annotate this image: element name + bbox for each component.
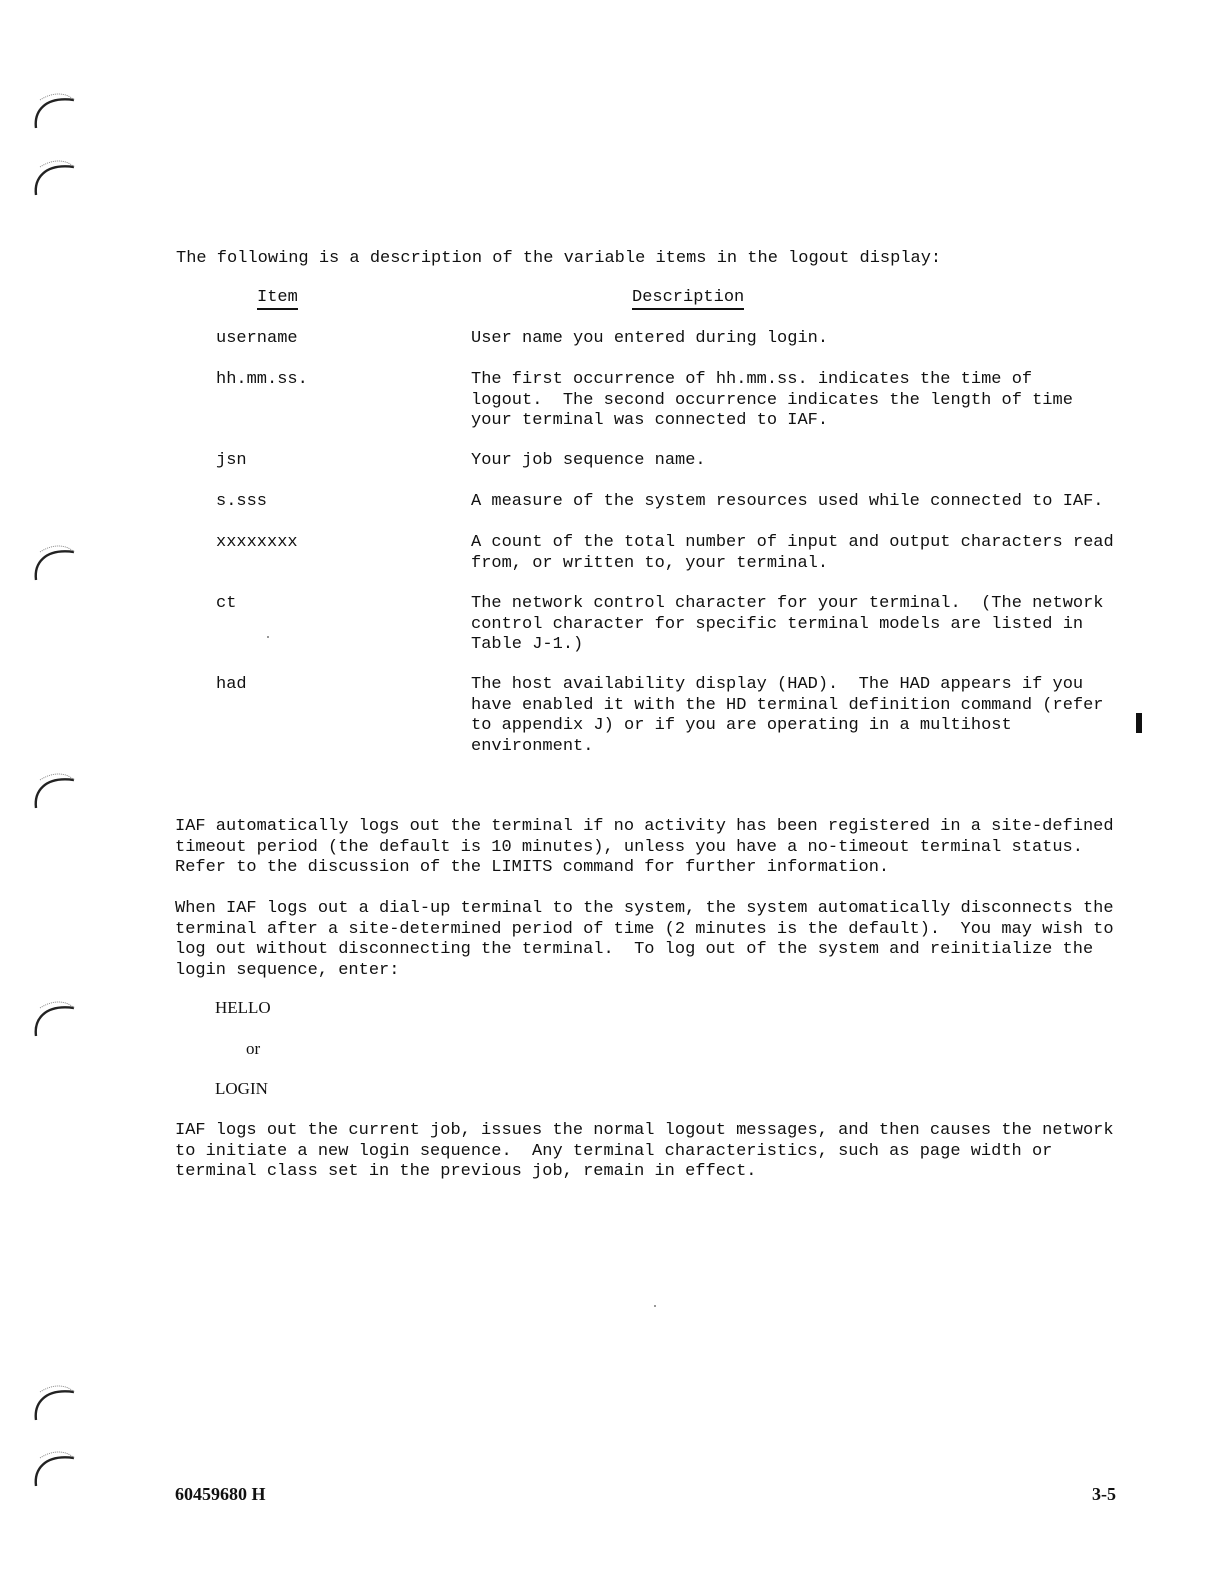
command-hello: HELLO [215,998,271,1017]
paragraph-line: Refer to the discussion of the LIMITS command for further information. [175,858,890,877]
paragraph-line: log out without disconnecting the terminal. To log out of the system and reinitialize the [175,940,1094,959]
description-line: The first occurrence of hh.mm.ss. indicates the time of [471,370,1033,389]
paragraph-line: terminal class set in the previous job, remain in effect. [175,1162,757,1181]
description-line: Your job sequence name. [471,451,706,470]
table-cell-item: username [216,329,298,348]
description-line: A count of the total number of input and output characters read [471,533,1114,552]
punch-hole-mark [30,768,80,812]
table-cell-item: jsn [216,451,247,470]
footer-document-number: 60459680 H [175,1484,266,1504]
scan-speck [267,636,269,638]
description-line: The host availability display (HAD). The HAD appears if you [471,675,1084,694]
command-login: LOGIN [215,1079,268,1098]
table-cell-description [471,329,1131,350]
table-cell-item: s.sss [216,492,268,511]
scan-speck [654,1305,656,1307]
footer-page-number: 3-5 [1092,1484,1116,1504]
description-line: your terminal was connected to IAF. [471,411,829,430]
table-cell-description [471,492,1131,513]
table-cell-item: ct [216,594,237,613]
description-line: A measure of the system resources used while connected to IAF. [471,492,1104,511]
paragraph-dialup-logout [175,899,1135,981]
table-cell-item: xxxxxxxx [216,533,298,552]
description-line: environment. [471,736,594,756]
table-header-item: Item [257,289,298,310]
paragraph-line: When IAF logs out a dial-up terminal to the system, the system automatically disconnects the [175,899,1114,918]
table-header-description: Description [632,289,744,310]
paragraph-auto-logout [175,817,1135,879]
punch-hole-mark [30,1380,80,1424]
paragraph-line: IAF automatically logs out the terminal if no activity has been registered in a site-defined [175,817,1114,836]
table-cell-description [471,533,1131,574]
paragraph-line: terminal after a site-determined period of time (2 minutes is the default). You may wish to [175,919,1114,939]
paragraph-line: IAF logs out the current job, issues the normal logout messages, and then causes the network [175,1121,1114,1140]
punch-hole-mark [30,88,80,132]
description-line: Table J-1.) [471,635,584,654]
description-line: from, or written to, your terminal. [471,553,829,573]
description-line: User name you entered during login. [471,329,829,348]
table-cell-item: hh.mm.ss. [216,370,308,389]
table-cell-description [471,451,1131,472]
description-line: control character for specific terminal models are listed in [471,614,1084,634]
table-cell-item: had [216,675,247,694]
description-line: have enabled it with the HD terminal definition command (refer [471,695,1104,715]
punch-hole-mark [30,996,80,1040]
revision-change-bar [1136,713,1142,733]
punch-hole-mark [30,1446,80,1490]
description-line: The network control character for your terminal. (The network [471,594,1104,613]
command-or: or [246,1039,261,1058]
paragraph-line: timeout period (the default is 10 minutes), unless you have a no-timeout terminal status. [175,837,1083,857]
punch-hole-mark [30,540,80,584]
table-cell-description [471,594,1131,656]
paragraph-line: to initiate a new login sequence. Any terminal characteristics, such as page width or [175,1141,1053,1161]
intro-text: The following is a description of the variable items in the logout display: [176,249,942,268]
paragraph-line: login sequence, enter: [175,960,400,980]
table-cell-description [471,675,1131,757]
paragraph-relogin [175,1121,1135,1183]
table-cell-description [471,370,1131,432]
punch-hole-mark [30,155,80,199]
description-line: logout. The second occurrence indicates the length of time [471,390,1073,410]
description-line: to appendix J) or if you are operating in a multihost [471,716,1012,735]
